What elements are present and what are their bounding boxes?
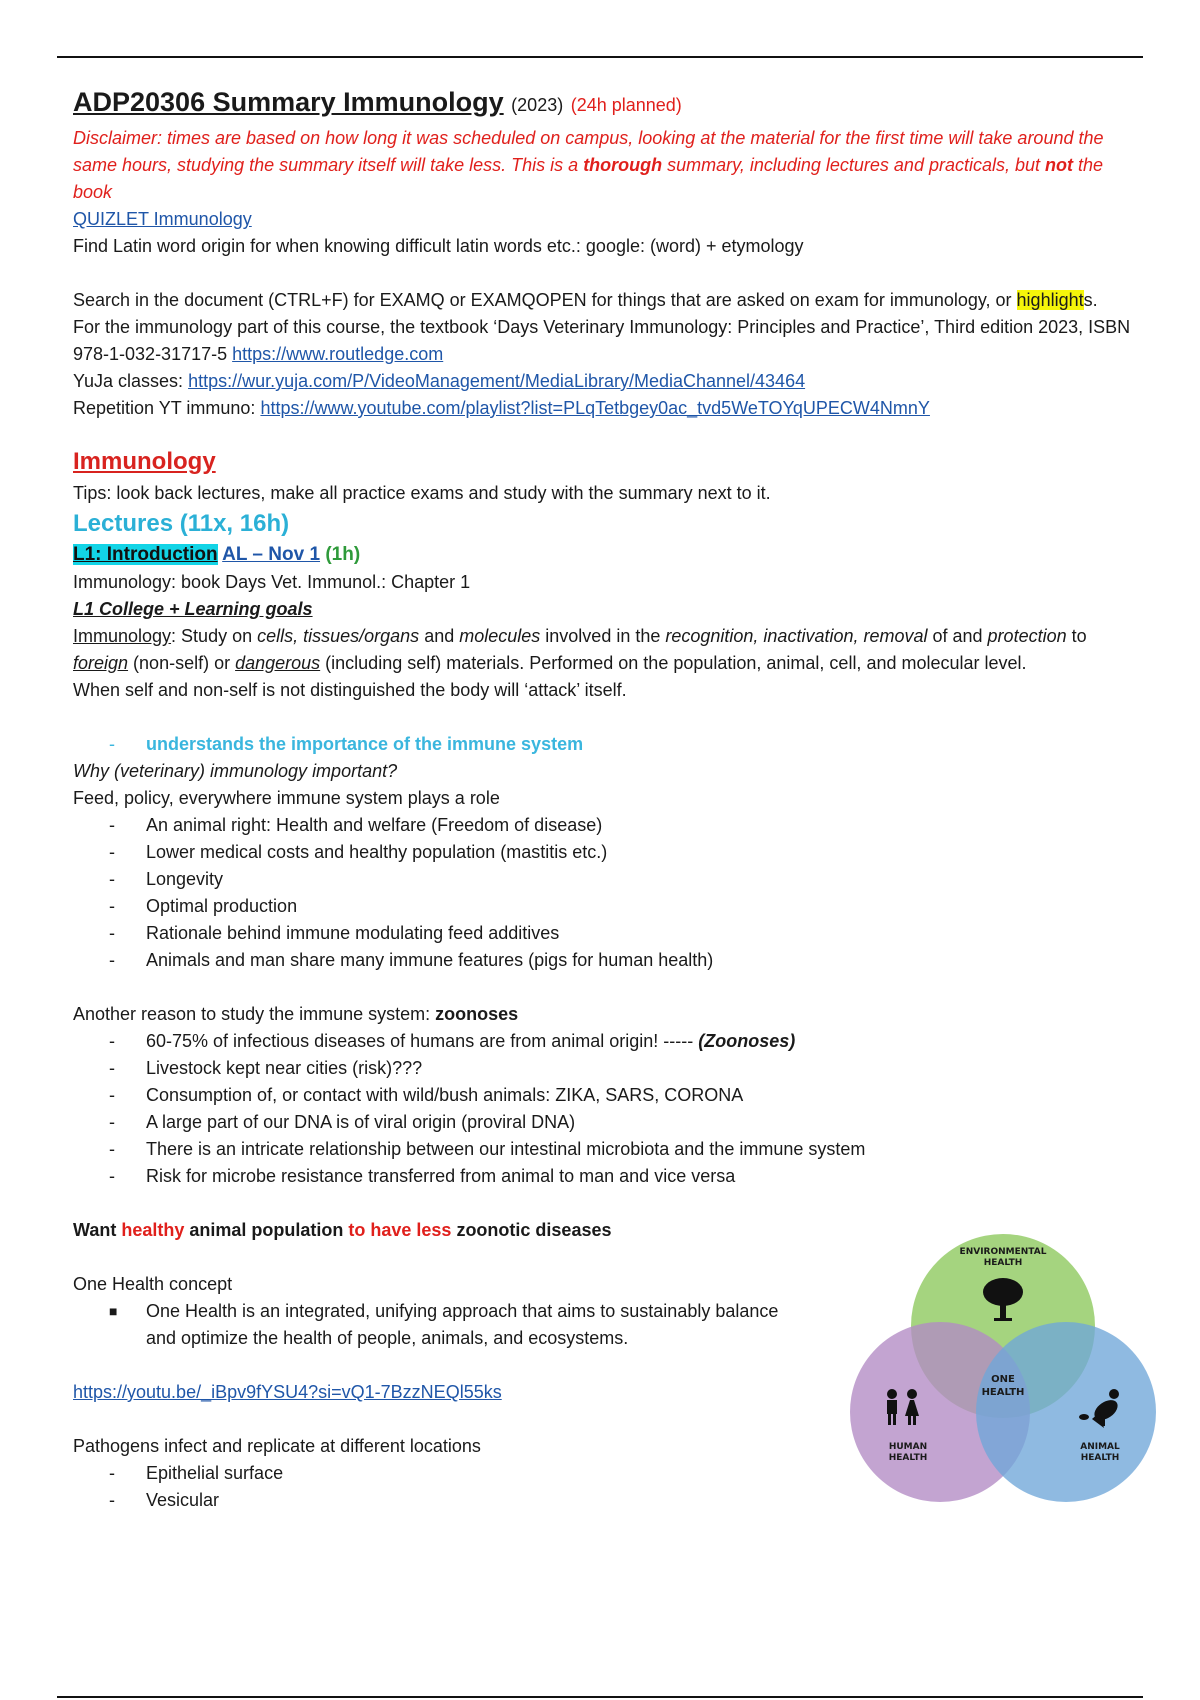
lecture-1-link[interactable]: AL – Nov 1 <box>222 544 321 565</box>
why-question-text: Why (veterinary) immunology important? <box>73 761 398 781</box>
one-health-video-link[interactable]: https://youtu.be/_iBpv9fYSU4?si=vQ1-7BzzNEQl55ks <box>73 1382 502 1402</box>
want-text: zoonotic diseases <box>451 1220 612 1240</box>
feed-policy: Feed, policy, everywhere immune system plays a role <box>73 788 500 808</box>
disclaimer-text: summary, including lectures and practicals, but <box>662 155 1046 175</box>
pathogens-note: Pathogens infect and replicate at different locations <box>73 1436 481 1456</box>
list-item: - Consumption of, or contact with wild/bush animals: ZIKA, SARS, CORONA <box>109 1085 744 1105</box>
one-health-label: ONE <box>991 1374 1015 1385</box>
definition-text: and <box>419 626 460 646</box>
animal-health-label: ANIMAL <box>1080 1442 1120 1452</box>
zoonoses-list <box>73 1028 1133 1190</box>
list-item-text: Consumption of, or contact with wild/bush animals: ZIKA, SARS, CORONA <box>146 1085 744 1105</box>
lectures-heading: Lectures (11x, 16h) <box>73 510 290 537</box>
disclaimer-text: the book <box>73 155 1104 202</box>
one-health-list <box>73 1298 793 1352</box>
disclaimer <box>73 125 1133 206</box>
yuja-link[interactable]: https://wur.yuja.com/P/VideoManagement/MediaLibrary/MediaChannel/43464 <box>188 371 806 391</box>
animal-health-circle <box>976 1322 1156 1502</box>
textbook-note <box>73 314 1133 368</box>
list-item: - 60-75% of infectious diseases of humans are from animal origin! ----- (Zoonoses) <box>109 1031 796 1051</box>
top-rule <box>57 56 1143 58</box>
another-reason <box>73 1001 1133 1028</box>
definition-text: (non-self) or <box>128 653 236 673</box>
disclaimer-bold: thorough <box>583 155 663 175</box>
zoonoses-bold: zoonoses <box>435 1004 519 1024</box>
learning-goal-list <box>73 731 1133 758</box>
another-reason-text: Another reason to study the immune system: <box>73 1004 436 1024</box>
definition-term: Immunology <box>73 626 172 646</box>
list-item: - Epithelial surface <box>109 1463 284 1483</box>
youtube-label: Repetition YT immuno: <box>73 398 261 418</box>
list-item: - Risk for microbe resistance transferred from animal to man and vice versa <box>109 1166 736 1186</box>
list-item-text: Risk for microbe resistance transferred from animal to man and vice versa <box>146 1166 736 1186</box>
definition-text: involved in the <box>540 626 666 646</box>
list-item-text: Vesicular <box>146 1490 220 1510</box>
want-text: Want <box>73 1220 122 1240</box>
document-title <box>73 82 1133 125</box>
yuja-line <box>73 368 1133 395</box>
definition-italic: cells, tissues/organs <box>257 626 420 646</box>
definition-italic: molecules <box>459 626 541 646</box>
list-item: - Longevity <box>109 869 224 889</box>
list-item: - A large part of our DNA is of viral origin (proviral DNA) <box>109 1112 576 1132</box>
list-item: - An animal right: Health and welfare (Freedom of disease) <box>109 815 603 835</box>
why-question <box>73 758 1133 785</box>
want-red: to have less <box>348 1220 452 1240</box>
one-health-label: HEALTH <box>981 1387 1025 1398</box>
list-item: - Optimal production <box>109 896 298 916</box>
list-item-text: One Health is an integrated, unifying approach that aims to sustainably balance and optimize the health of people, animals, and ecosystems. <box>146 1301 779 1348</box>
list-item: - Vesicular <box>109 1490 220 1510</box>
definition-italic: foreign <box>73 653 129 673</box>
want-red: healthy <box>121 1220 185 1240</box>
list-item-text: Livestock kept near cities (risk)??? <box>146 1058 423 1078</box>
title-main: ADP20306 Summary Immunology <box>73 87 504 117</box>
list-item: - Rationale behind immune modulating feed additives <box>109 923 560 943</box>
list-item-text: Rationale behind immune modulating feed additives <box>146 923 560 943</box>
definition-text: of and <box>927 626 988 646</box>
human-health-label: HEALTH <box>888 1453 928 1463</box>
highlight-sample: highlight <box>1016 290 1084 310</box>
search-text: s. <box>1083 290 1098 310</box>
disclaimer-text: Disclaimer: times are based on how long it was scheduled on campus, looking at the material for the first time will take around the same hours, studying the summary itself will take less. This is a <box>73 128 1104 175</box>
learning-goals-subhead: L1 College + Learning goals <box>73 599 313 619</box>
animal-health-label: HEALTH <box>1080 1453 1120 1463</box>
disclaimer-bold: not <box>1045 155 1073 175</box>
list-item: - understands the importance of the immune system <box>109 734 584 754</box>
definition-text: : Study on <box>171 626 258 646</box>
latin-note: Find Latin word origin for when knowing difficult latin words etc.: google: (word) + etymology <box>73 236 804 256</box>
list-item-text: 60-75% of infectious diseases of humans are from animal origin! ----- <box>146 1031 699 1051</box>
list-item-text: Epithelial surface <box>146 1463 284 1483</box>
title-year: (2023) <box>511 95 564 115</box>
yuja-label: YuJa classes: <box>73 371 189 391</box>
definition-text: (including self) materials. Performed on the population, animal, cell, and molecular level. <box>320 653 1027 673</box>
immunology-heading: Immunology <box>73 448 216 475</box>
list-item-text: There is an intricate relationship between our intestinal microbiota and the immune system <box>146 1139 866 1159</box>
list-item: - Lower medical costs and healthy population (mastitis etc.) <box>109 842 608 862</box>
want-text: animal population <box>184 1220 349 1240</box>
environmental-health-label: HEALTH <box>983 1258 1023 1268</box>
list-item-text: Animals and man share many immune features (pigs for human health) <box>146 950 714 970</box>
environmental-health-label: ENVIRONMENTAL <box>959 1247 1047 1257</box>
title-planned: (24h planned) <box>570 95 682 115</box>
lecture-1-heading <box>73 541 1133 569</box>
list-item: - There is an intricate relationship between our intestinal microbiota and the immune system <box>109 1139 866 1159</box>
list-item: - Livestock kept near cities (risk)??? <box>109 1058 423 1078</box>
search-text: Search in the document (CTRL+F) for EXAMQ or EXAMQOPEN for things that are asked on exam for immunology, or <box>73 290 1017 310</box>
list-item-text: Longevity <box>146 869 224 889</box>
learning-goal: understands the importance of the immune system <box>146 734 584 754</box>
lecture-1-book: Immunology: book Days Vet. Immunol.: Chapter 1 <box>73 572 471 592</box>
textbook-text: For the immunology part of this course, the textbook ‘Days Veterinary Immunology: Principles and Practice’, Third edition 2023, ISBN 978-1-032-31717-5 <box>73 317 1131 364</box>
lecture-1-label: L1: Introduction <box>73 544 218 565</box>
list-item: - Animals and man share many immune features (pigs for human health) <box>109 950 714 970</box>
youtube-line <box>73 395 1133 422</box>
list-item: ■ One Health is an integrated, unifying approach that aims to sustainably balance and optimize the health of people, animals, and ecosystems. <box>109 1301 779 1348</box>
one-health-venn-diagram <box>848 1234 1158 1514</box>
lecture-1-hours: (1h) <box>325 544 361 565</box>
bottom-rule <box>57 1696 1143 1698</box>
search-note <box>73 287 1133 314</box>
definition-italic: recognition, inactivation, removal <box>665 626 928 646</box>
one-health-heading: One Health concept <box>73 1274 233 1294</box>
list-item-text: A large part of our DNA is of viral origin (proviral DNA) <box>146 1112 576 1132</box>
zoonoses-em: (Zoonoses) <box>698 1031 796 1051</box>
quizlet-link[interactable]: QUIZLET Immunology <box>73 209 252 229</box>
human-health-label: HUMAN <box>888 1442 928 1452</box>
immunology-definition <box>73 623 1133 677</box>
definition-italic: protection <box>987 626 1067 646</box>
tips: Tips: look back lectures, make all practice exams and study with the summary next to it. <box>73 483 771 503</box>
routledge-link[interactable]: https://www.routledge.com <box>232 344 444 364</box>
youtube-playlist-link[interactable]: https://www.youtube.com/playlist?list=PLqTetbgey0ac_tvd5WeTOYqUPECW4NmnY <box>260 398 930 418</box>
reasons-list <box>73 812 1133 974</box>
list-item-text: An animal right: Health and welfare (Freedom of disease) <box>146 815 603 835</box>
definition-text: to <box>1066 626 1087 646</box>
definition-italic: dangerous <box>235 653 321 673</box>
list-item-text: Optimal production <box>146 896 298 916</box>
list-item-text: Lower medical costs and healthy population (mastitis etc.) <box>146 842 608 862</box>
self-attack-note: When self and non-self is not distinguished the body will ‘attack’ itself. <box>73 680 627 700</box>
